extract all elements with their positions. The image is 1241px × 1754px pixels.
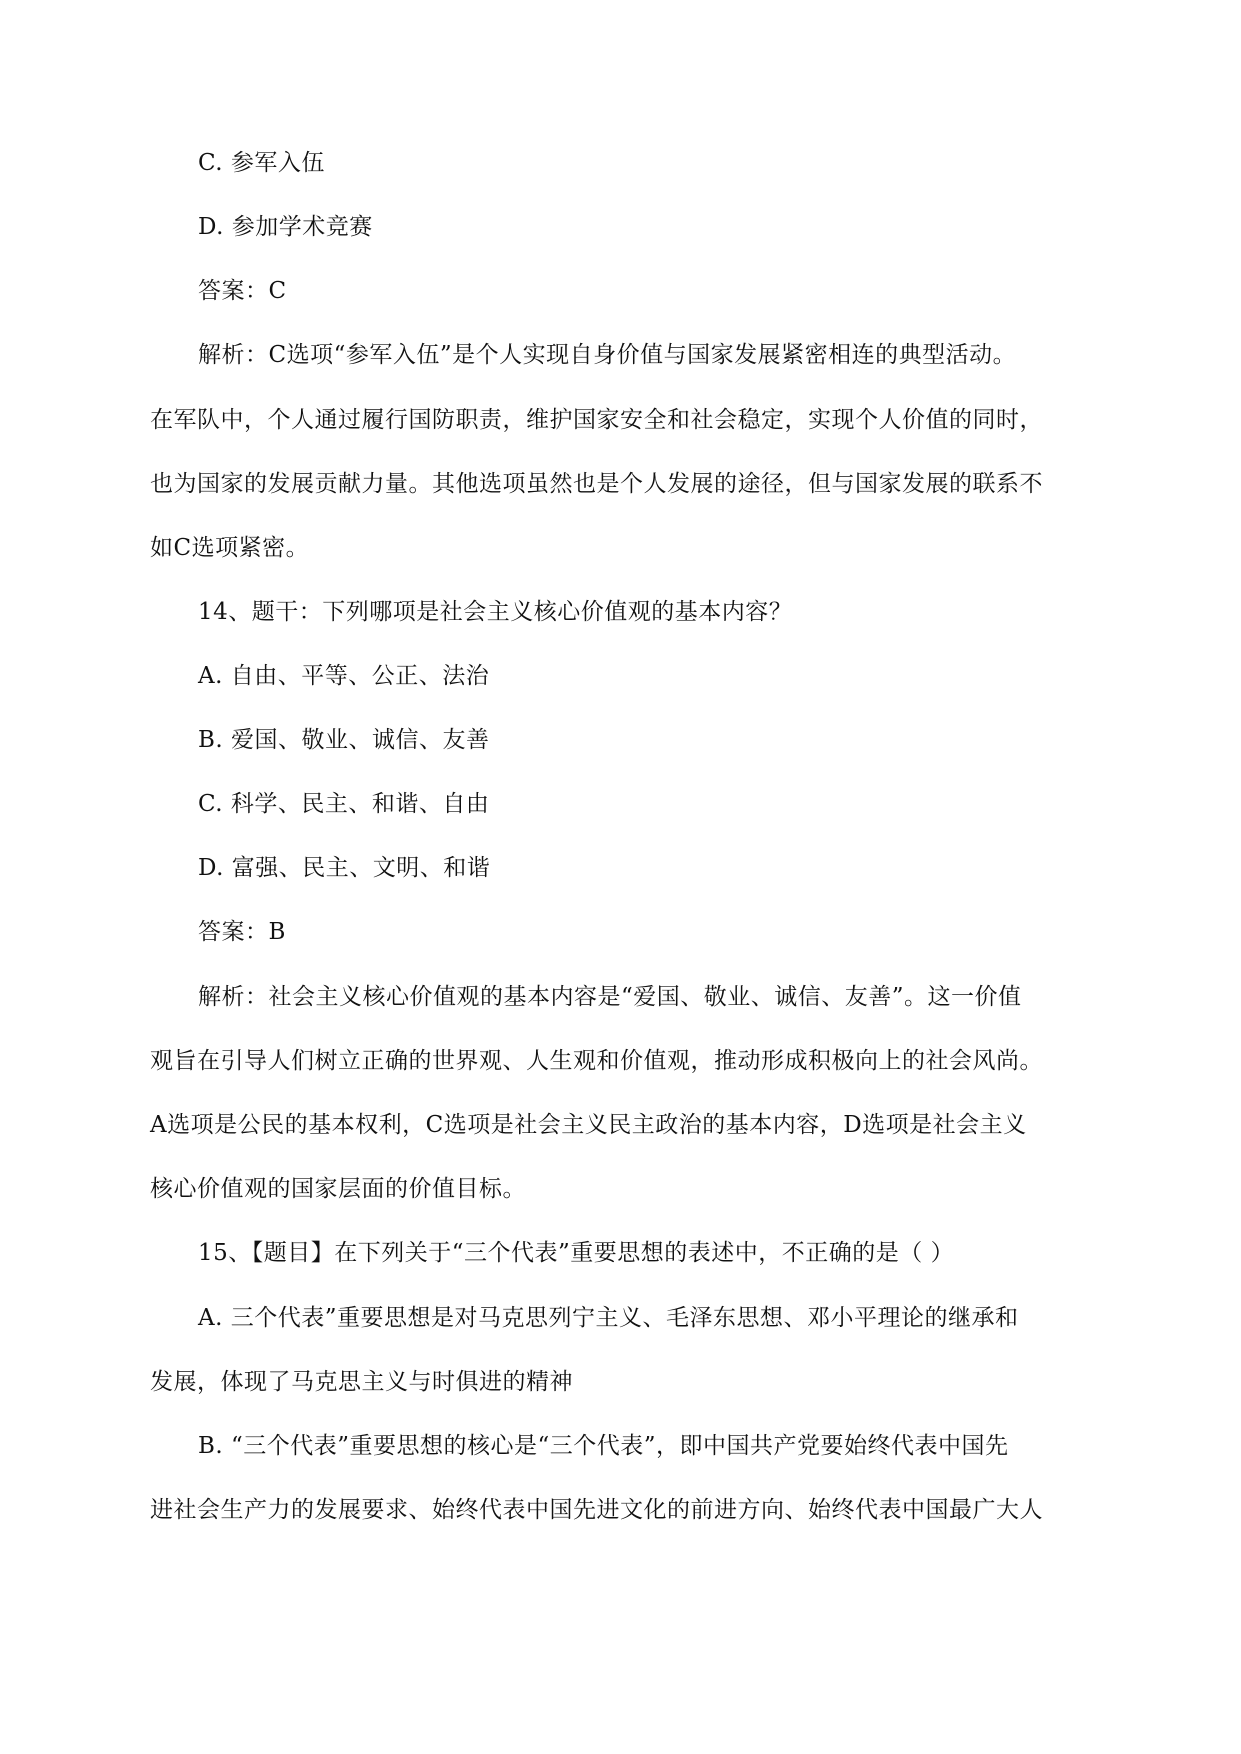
option-d-q14: D. 富强、民主、文明、和谐 <box>198 855 491 881</box>
option-a-q15-line2: 发展，体现了马克思主义与时俱进的精神 <box>150 1369 573 1395</box>
option-b-q15-line2: 进社会生产力的发展要求、始终代表中国先进文化的前进方向、始终代表中国最广大人 <box>150 1497 1043 1523</box>
explanation-q14-line3: A选项是公民的基本权利，C选项是社会主义民主政治的基本内容，D选项是社会主义 <box>150 1112 1027 1138</box>
option-c-q14: C. 科学、民主、和谐、自由 <box>198 791 490 817</box>
explanation-q14-line2: 观旨在引导人们树立正确的世界观、人生观和价值观，推动形成积极向上的社会风尚。 <box>150 1048 1043 1074</box>
option-c-q13: C. 参军入伍 <box>198 150 325 176</box>
answer-q13: 答案：C <box>198 278 287 304</box>
answer-q14: 答案：B <box>198 919 286 945</box>
option-d-q13: D. 参加学术竞赛 <box>198 214 373 240</box>
explanation-q13-line3: 也为国家的发展贡献力量。其他选项虽然也是个人发展的途径，但与国家发展的联系不 <box>150 471 1043 497</box>
question-15: 15、【题目】在下列关于“三个代表”重要思想的表述中，不正确的是（ ） <box>198 1240 955 1266</box>
question-14: 14、题干：下列哪项是社会主义核心价值观的基本内容？ <box>198 599 793 625</box>
option-a-q15-line1: A. 三个代表”重要思想是对马克思列宁主义、毛泽东思想、邓小平理论的继承和 <box>198 1305 1019 1331</box>
explanation-q14-line4: 核心价值观的国家层面的价值目标。 <box>150 1176 526 1202</box>
option-b-q15-line1: B. “三个代表”重要思想的核心是“三个代表”，即中国共产党要始终代表中国先 <box>198 1433 1009 1459</box>
explanation-q13-line4: 如C选项紧密。 <box>150 535 310 561</box>
option-b-q14: B. 爱国、敬业、诚信、友善 <box>198 727 490 753</box>
option-a-q14: A. 自由、平等、公正、法治 <box>198 663 490 689</box>
explanation-q14-line1: 解析：社会主义核心价值观的基本内容是“爱国、敬业、诚信、友善”。这一价值 <box>198 984 1022 1010</box>
explanation-q13-line2: 在军队中，个人通过履行国防职责，维护国家安全和社会稳定，实现个人价值的同时， <box>150 407 1043 433</box>
explanation-q13-line1: 解析：C选项“参军入伍”是个人实现自身价值与国家发展紧密相连的典型活动。 <box>198 342 1017 368</box>
